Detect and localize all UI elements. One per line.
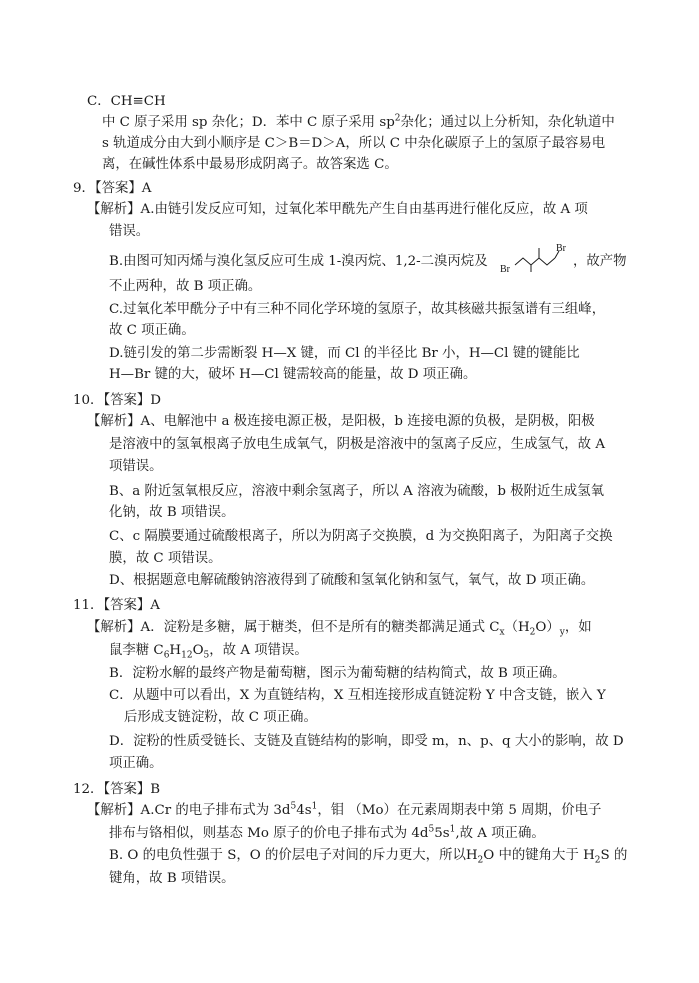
- question-number: 11．【答案】A: [73, 598, 160, 613]
- text-line: ，故产物: [573, 254, 627, 269]
- text-line: C、c 隔膜要通过硫酸根离子，所以为阴离子交换膜，d 为交换阳离子，为阳离子交换: [109, 529, 613, 544]
- text-line: 离，在碱性体系中最易形成阴离子。故答案选 C。: [102, 157, 398, 172]
- text-line: 故 C 项正确。: [109, 323, 195, 338]
- question-number: 10．【答案】D: [73, 393, 162, 408]
- text-line: 中 C 原子采用 sp 杂化；D．苯中 C 原子采用 $sp^2$杂化；通过以上分析知，杂化轨道中: [102, 113, 615, 130]
- text-line: 【解析】A．淀粉是多糖，属于糖类，但不是所有的糖类都满足通式 $C_x(H_2O)_y$，如: [87, 620, 592, 638]
- text-line: 键角，故 B 项错误。: [109, 871, 235, 886]
- text-line: 错误。: [109, 224, 150, 239]
- text-line: 项正确。: [109, 756, 163, 771]
- text-line: 化钠，故 B 项错误。: [109, 505, 235, 520]
- dibromobutane-structure-icon: [499, 241, 571, 273]
- text-line: C．从题中可以看出，X 为直链结构，X 互相连接形成直链淀粉 Y 中含支链，嵌入 Y: [109, 688, 606, 703]
- bromine-label: Br: [556, 243, 566, 254]
- question-number: 12．【答案】B: [73, 782, 161, 797]
- bromine-label: Br: [500, 264, 510, 273]
- text-line: B.由图可知丙烯与溴化氢反应可生成 1-溴丙烷、1,2-二溴丙烷及: [109, 254, 488, 269]
- text-line: s 轨道成分由大到小顺序是 C＞B＝D＞A，所以 C 中杂化碳原子上的氢原子最容易电: [102, 136, 606, 151]
- text-line: 是溶液中的氢氧根离子放电生成氧气，阴极是溶液中的氢离子反应，生成氢气，故 A: [109, 437, 605, 452]
- text-line: B．淀粉水解的最终产物是葡萄糖，图示为葡萄糖的结构简式，故 B 项正确。: [109, 666, 566, 681]
- text-line: 鼠李糖 $C_6H_{12}O_5$，故 A 项错误。: [109, 643, 308, 661]
- text-line: D．淀粉的性质受链长、支链及直链结构的影响，即受 m，n、p、q 大小的影响，故 D: [109, 734, 624, 749]
- text-line: C.过氧化苯甲酰分子中有三种不同化学环境的氢原子，故其核磁共振氢谱有三组峰，: [109, 302, 606, 317]
- text-line: 膜，故 C 项错误。: [109, 551, 222, 566]
- text-line: B. O 的电负性强于 S，O 的价层电子对间的斥力更大，所以$H_2O$ 中的键角大于 $H_2S$ 的: [109, 848, 628, 866]
- text-line: 排布与铬相似，则基态 Mo 原子的价电子排布式为 $4d^55s^1$,故 A 项正确。: [109, 824, 545, 841]
- question-number: 9．【答案】A: [73, 181, 152, 196]
- text-line: B、a 附近氢氧根反应，溶液中剩余氢离子，所以 A 溶液为硫酸，b 极附近生成氢氧: [109, 484, 604, 499]
- text-line: 不止两种，故 B 项正确。: [109, 279, 262, 294]
- text-line: 【解析】A、电解池中 a 极连接电源正极，是阳极，b 连接电源的负极，是阴极，阳极: [87, 414, 595, 429]
- text-line: H—Br 键的大，破坏 H—Cl 键需较高的能量，故 D 项正确。: [109, 367, 477, 382]
- text-line: 后形成支链淀粉，故 C 项正确。: [124, 710, 317, 725]
- text-line: C．CH≡CH: [87, 94, 166, 109]
- text-line: D、根据题意电解硫酸钠溶液得到了硫酸和氢氧化钠和氢气，氧气，故 D 项正确。: [109, 573, 595, 588]
- text-line: D.链引发的第二步需断裂 H—X 键，而 Cl 的半径比 Br 小，H—Cl 键的键能比: [109, 346, 580, 361]
- text-line: 【解析】A.Cr 的电子排布式为 $3d^54s^1$，钼 （Mo）在元素周期表中第 5 周期，价电子: [87, 801, 602, 818]
- text-line: 项错误。: [109, 459, 163, 474]
- text-line: 【解析】A.由链引发反应可知，过氧化苯甲酰先产生自由基再进行催化反应，故 A 项: [87, 202, 588, 217]
